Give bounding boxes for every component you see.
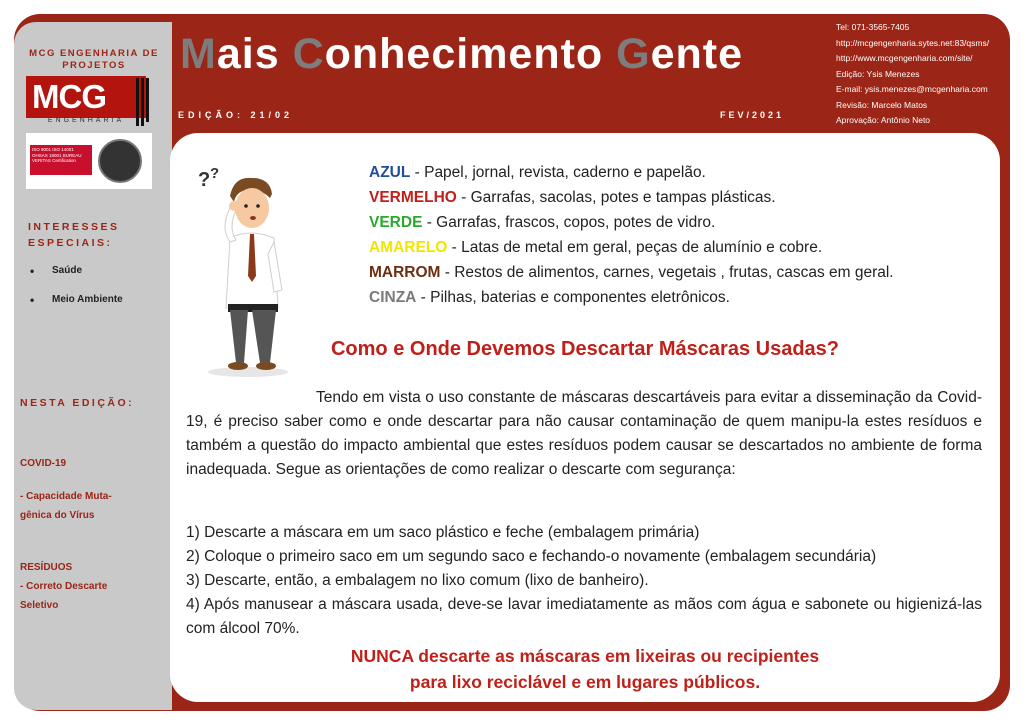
contact-email[interactable]: E-mail: ysis.menezes@mcgenharia.com [836, 84, 988, 94]
certification-badge [26, 133, 152, 189]
topic-covid-line2: gênica do Vírus [20, 510, 95, 521]
legend-row: AMARELO - Latas de metal em geral, peças de alumínio e cobre. [369, 239, 823, 256]
contact-reviewer: Revisão: Marcelo Matos [836, 99, 928, 110]
logo-text: MCG [26, 76, 146, 118]
warning-line: NUNCA descarte as máscaras em lixeiras ou recipientes [350, 646, 820, 666]
contact-url-qsms[interactable]: http://mcgengenharia.sytes.net:83/qsms/ [836, 37, 990, 48]
contact-block [836, 20, 989, 129]
instruction-step: 1) Descarte a máscara em um saco plástico e feche (embalagem primária) [186, 524, 700, 541]
interest-item: • Saúde [52, 265, 82, 276]
instructions-list [186, 521, 982, 641]
article-paragraph: Tendo em vista o uso constante de máscaras descartáveis para evitar a disseminação da Covid-19, é preciso saber como e onde descartar para não causar contaminação de quem manipu-la estes resíduos e também a questão do impacto ambiental que estes resíduos podem causar se descartados no ambiente de forma inadequada. Segue as orientações de como realizar o descarte com segurança: [186, 389, 982, 478]
cert-text: ISO 9001 ISO 14001 OHSAS 18001 BUREAU VERITAS Certification [30, 145, 92, 175]
edition-date: FEV/2021 [720, 110, 785, 120]
instruction-step: 2) Coloque o primeiro saco em um segundo saco e fechando-o novamente (embalagem secundária) [186, 548, 877, 565]
contact-approver: Aprovação: Antônio Neto [836, 115, 931, 125]
legend-row: AZUL - Papel, jornal, revista, caderno e papelão. [369, 164, 706, 181]
article-heading: Como e Onde Devemos Descartar Máscaras Usadas? [330, 338, 839, 360]
topic-covid-title: COVID-19 [20, 458, 67, 469]
interests-title: INTERESSES ESPECIAIS: [28, 221, 120, 249]
instruction-step: 4) Após manusear a máscara usada, deve-se lavar imediatamente as mãos com água e sabonete ou higienizá-las com álcool 70%. [186, 596, 982, 637]
topic-covid-line1: - Capacidade Muta- [20, 491, 112, 502]
legend-row: MARROM - Restos de alimentos, carnes, vegetais , frutas, cascas em geral. [369, 264, 894, 281]
svg-text:?: ? [198, 169, 211, 191]
contact-phone: Tel: 071-3565-7405 [836, 22, 910, 32]
newsletter-title: Mais Conhecimento Gente [180, 30, 744, 78]
recycling-color-legend [369, 160, 894, 310]
contact-url-site[interactable]: http://www.mcgengenharia.com/site/ [836, 53, 973, 63]
brand-name: MCG ENGENHARIA DE PROJETOS [29, 48, 159, 71]
contact-editor: Edição: Ysis Menezes [836, 68, 920, 79]
svg-text:?: ? [210, 165, 220, 182]
legend-row: VERDE - Garrafas, frascos, copos, potes de vidro. [369, 214, 716, 231]
edition-number: EDIÇÃO: 21/02 [178, 110, 294, 120]
interest-item: • Meio Ambiente [52, 294, 123, 305]
topic-residuos-title: RESÍDUOS [20, 562, 73, 573]
instruction-step: 3) Descarte, então, a embalagem no lixo comum (lixo de banheiro). [186, 572, 649, 589]
bureau-veritas-seal-icon [98, 139, 142, 183]
logo-subtitle: ENGENHARIA [47, 117, 125, 124]
warning-note [170, 643, 1000, 695]
legend-row: VERMELHO - Garrafas, sacolas, potes e tampas plásticas. [369, 189, 776, 206]
topic-residuos-line2: Seletivo [20, 600, 59, 611]
edition-contents-title: NESTA EDIÇÃO: [20, 397, 135, 409]
topic-residuos-line1: - Correto Descarte [20, 581, 108, 592]
warning-line: para lixo reciclável e em lugares públicos. [409, 672, 761, 692]
legend-row: CINZA - Pilhas, baterias e componentes eletrônicos. [369, 289, 730, 306]
